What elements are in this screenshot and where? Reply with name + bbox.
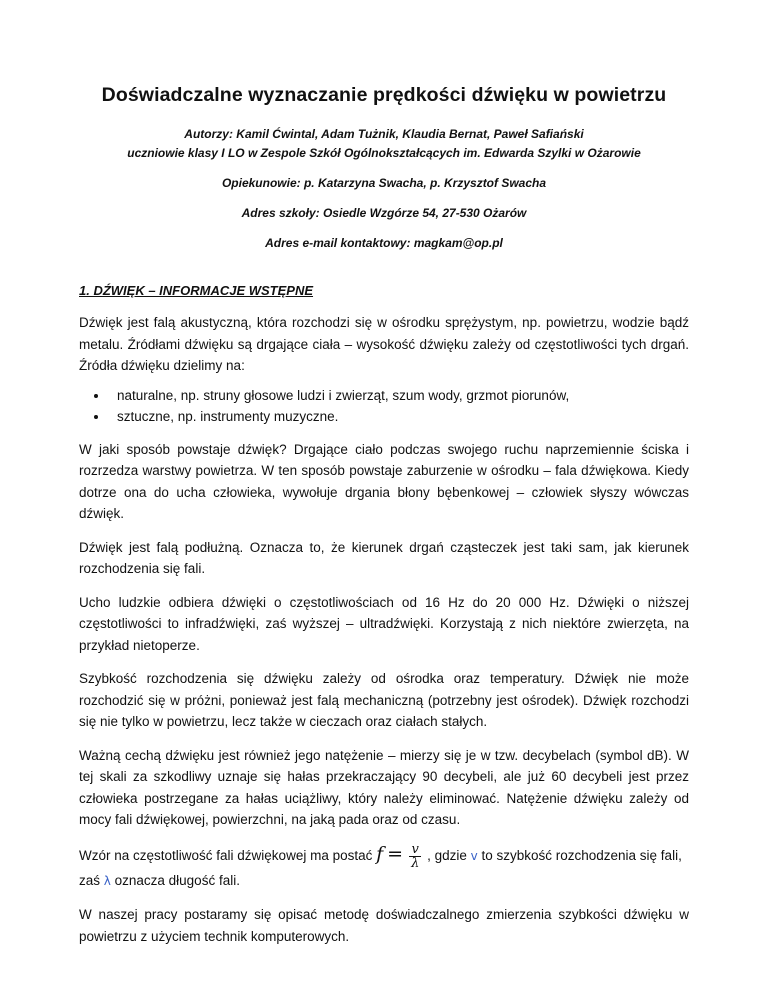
paragraph-longitudinal-wave: Dźwięk jest falą podłużną. Oznacza to, że kierunek drgań cząsteczek jest taki sam, jak kierunek rozchodzenia się fali. bbox=[79, 539, 689, 576]
sound-sources-list bbox=[79, 385, 689, 427]
formula-f: f bbox=[376, 842, 384, 865]
v-symbol: v bbox=[470, 848, 478, 863]
paragraph-intro: Dźwięk jest falą akustyczną, która rozchodzi się w ośrodku sprężystym, np. powietrzu, wodzie bądź metalu. Źródłami dźwięku są drgające ciała – wysokość dźwięku zależy od częstotliwości tych drgań. Źródła dźwięku dzielimy na: bbox=[79, 315, 689, 373]
formula-equals: = bbox=[387, 842, 404, 865]
email-line: Adres e-mail kontaktowy: magkam@op.pl bbox=[265, 236, 503, 250]
supervisors-line: Opiekunowie: p. Katarzyna Swacha, p. Krzysztof Swacha bbox=[221, 176, 547, 190]
formula-intro: Wzór na częstotliwość fali dźwiękowej ma postać bbox=[79, 847, 377, 863]
paragraph-sound-speed: Szybkość rozchodzenia się dźwięku zależy od ośrodka oraz temperatury. Dźwięk nie może rozchodzić się w próżni, ponieważ jest falą mechaniczną (potrzebny jest ośrodek). Dźwięk rozchodzi się nie tylko w powietrzu, lecz także w cieczach oraz ciałach stałych. bbox=[79, 671, 689, 729]
formula-middle: to szybkość rozchodzenia się fali, zaś bbox=[79, 847, 682, 888]
paragraph-goal: W naszej pracy postaramy się opisać metodę doświadczalnego zmierzenia szybkości dźwięku w powietrzu z użyciem technik komputerowych. bbox=[79, 907, 689, 944]
author-info bbox=[79, 125, 689, 253]
lambda-symbol: λ bbox=[103, 873, 111, 888]
formula-numerator: v bbox=[409, 843, 421, 857]
formula-denominator: λ bbox=[411, 855, 420, 871]
authors-line: Autorzy: Kamil Ćwintal, Adam Tużnik, Klaudia Bernat, Paweł Safiański bbox=[184, 127, 584, 141]
paragraph-hearing-range: Ucho ludzkie odbiera dźwięki o częstotliwościach od 16 Hz do 20 000 Hz. Dźwięki o niższej częstotliwości to infradźwięki, zaś wyższej – ultradźwięki. Korzystają z nich niektóre zwierzęta, na przykład nietoperze. bbox=[79, 594, 689, 653]
list-item: • sztuczne, np. instrumenty muzyczne. bbox=[109, 406, 689, 427]
page-title: Doświadczalne wyznaczanie prędkości dźwięku w powietrzu bbox=[101, 84, 667, 106]
paragraph-intensity: Ważną cechą dźwięku jest również jego natężenie – mierzy się je w tzw. decybelach (symbol dB). W tej skali za szkodliwy uznaje się hałas przekraczający 90 decybeli, ale już 60 decybeli jest przez człowieka postrzegane za hałas uciążliwy, który należy eliminować. Natężenie dźwięku zależy od mocy fali dźwiękowej, powierzchni, na jaką pada oraz od czasu. bbox=[79, 747, 689, 827]
formula-after: , gdzie bbox=[423, 847, 471, 863]
list-item: • naturalne, np. struny głosowe ludzi i zwierząt, szum wody, grzmot piorunów, bbox=[109, 385, 689, 406]
school-line: uczniowie klasy I LO w Zespole Szkół Ogólnokształcących im. Edwarda Szylki w Ożarowie bbox=[127, 146, 641, 160]
section-heading: 1. DŹWIĘK – INFORMACJE WSTĘPNE bbox=[79, 283, 314, 298]
paragraph-formula bbox=[79, 843, 689, 893]
address-line: Adres szkoły: Osiedle Wzgórze 54, 27-530 Ożarów bbox=[241, 206, 527, 220]
formula-end: oznacza długość fali. bbox=[110, 872, 240, 888]
formula-fraction bbox=[409, 843, 421, 870]
paragraph-sound-origin: W jaki sposób powstaje dźwięk? Drgające ciało podczas swojego ruchu naprzemiennie ściska i rozrzedza warstwy powietrza. W ten sposób powstaje zaburzenie w ośrodku – fala dźwiękowa. Kiedy dotrze ona do ucha człowieka, wywołuje drgania błony bębenkowej – człowiek słyszy wówczas dźwięk. bbox=[79, 441, 689, 521]
